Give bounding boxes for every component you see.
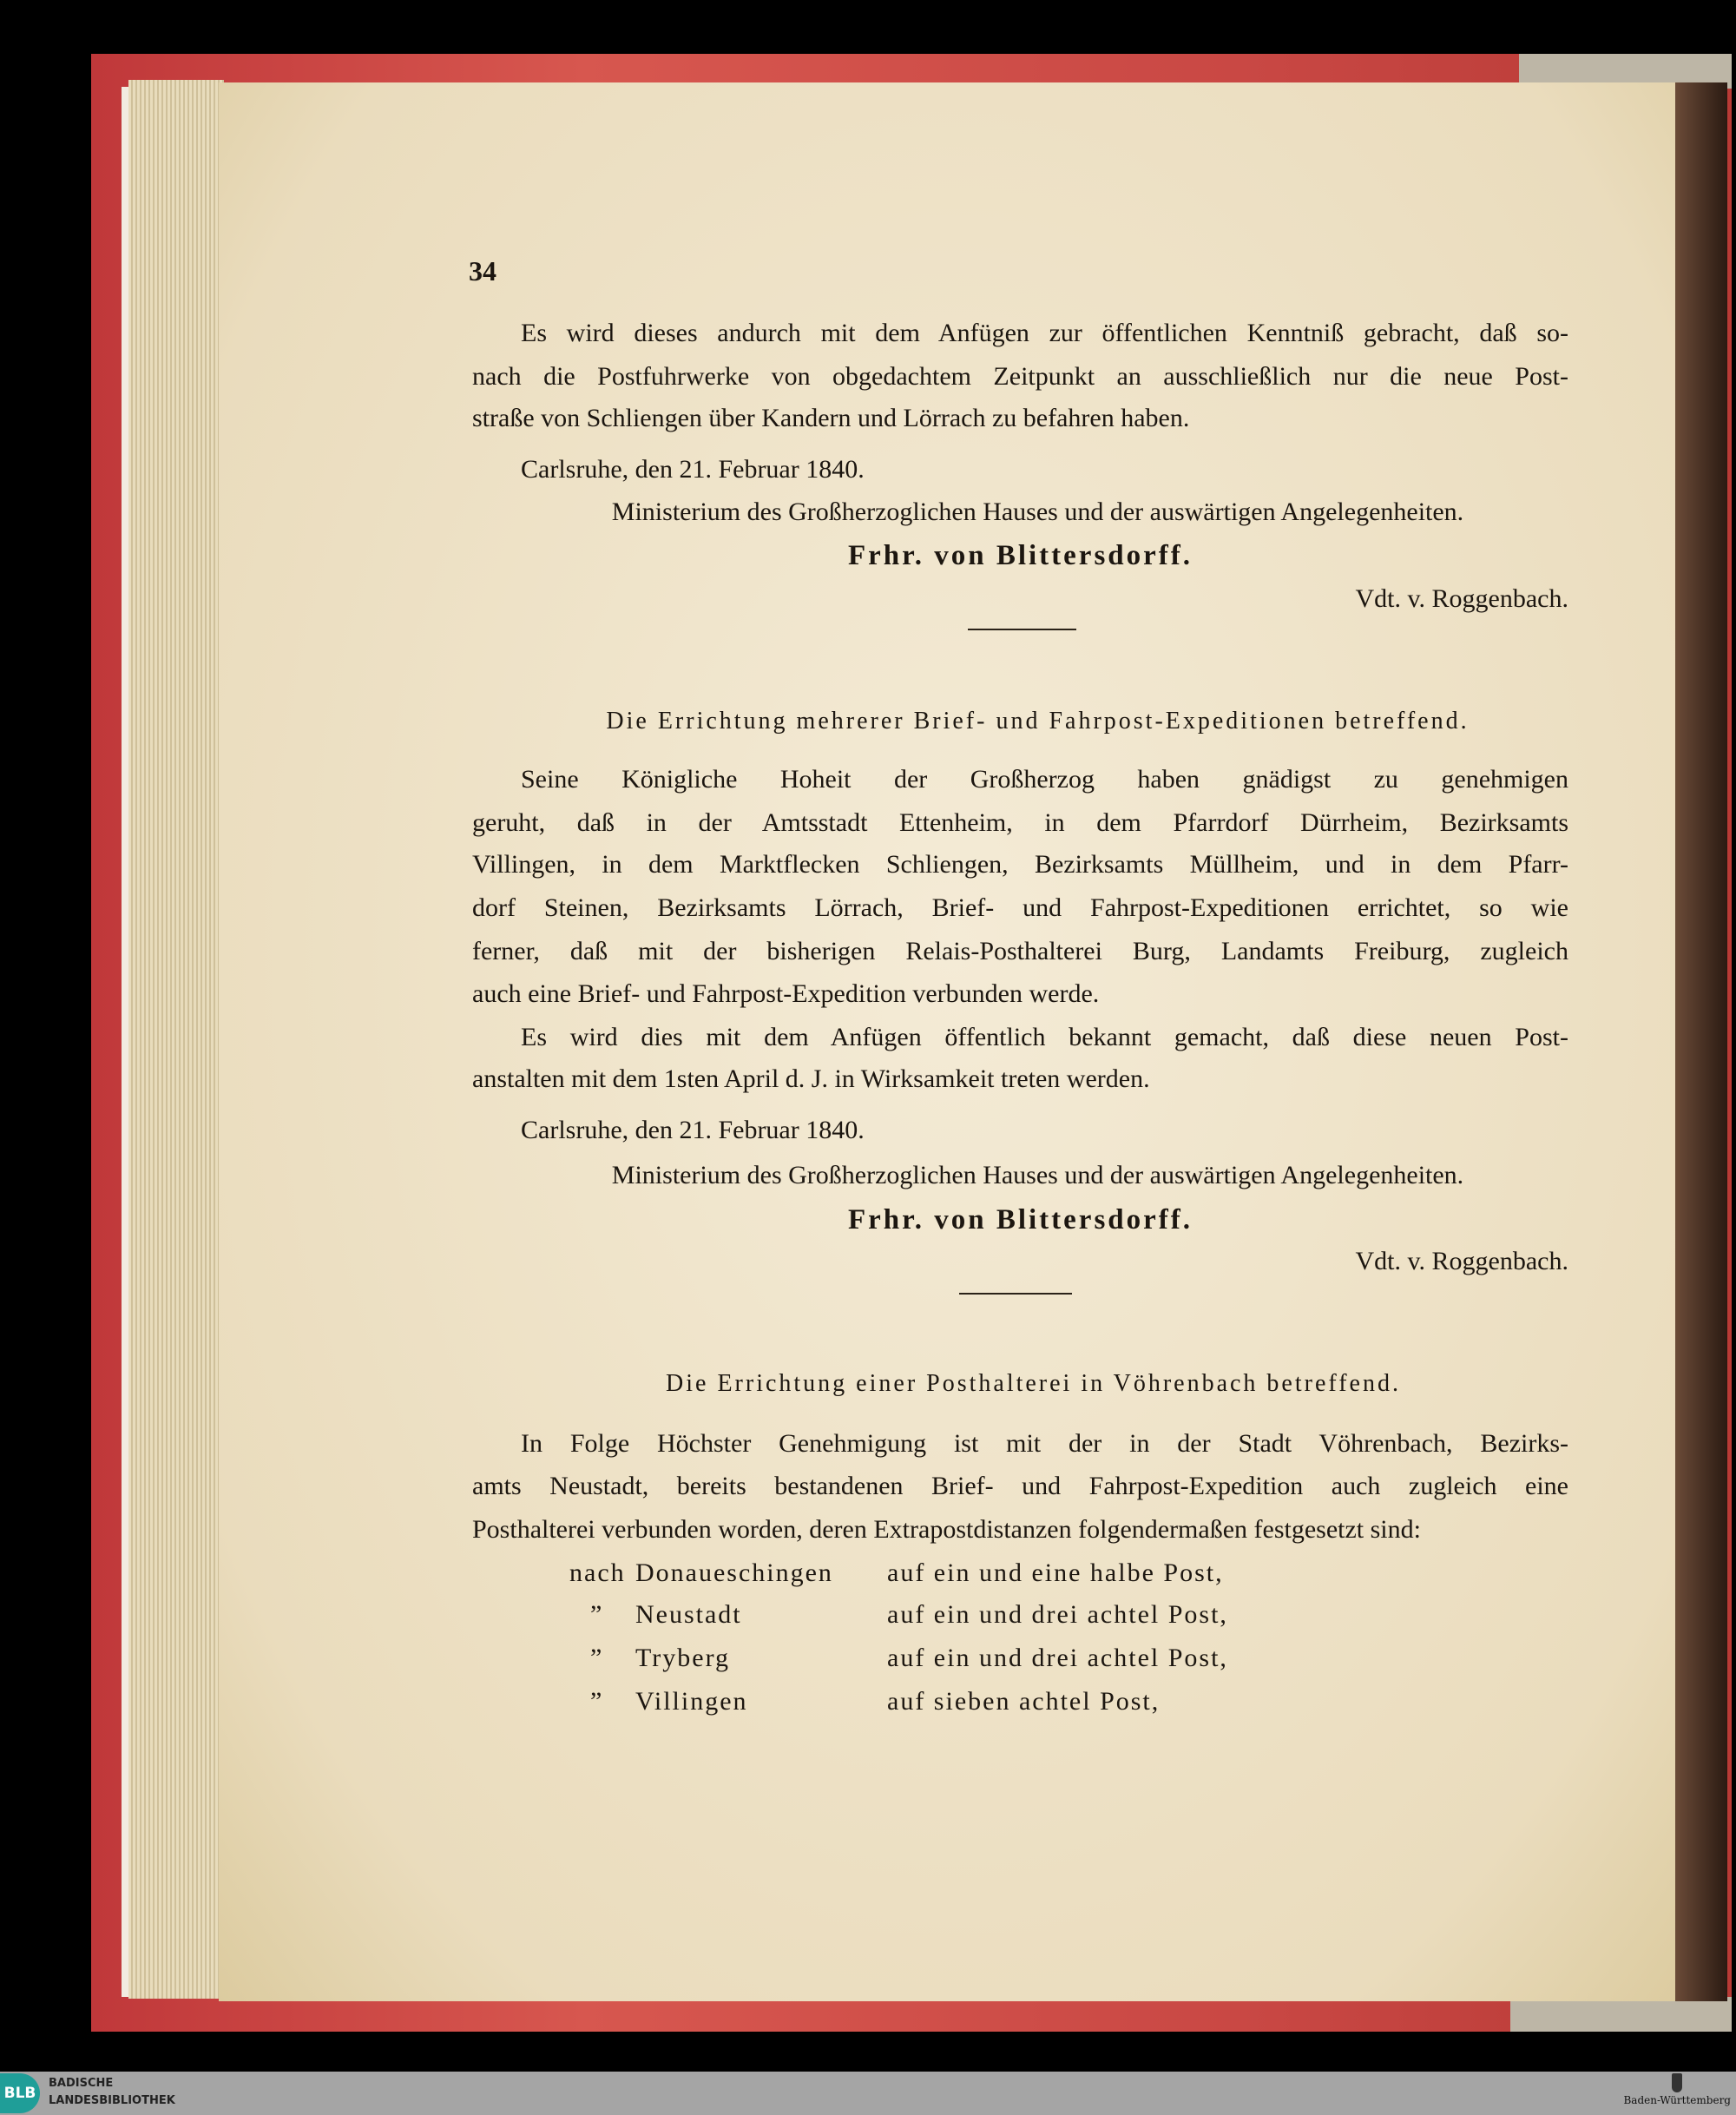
distance-prefix: nach	[569, 1558, 626, 1587]
distance-value: auf ein und drei achtel Post,	[887, 1600, 1228, 1629]
countersign: Vdt. v. Roggenbach.	[1355, 1247, 1568, 1275]
text-line: Posthalterei verbunden worden, deren Extrapostdistanzen folgendermaßen festgesetzt sind:	[472, 1515, 1421, 1544]
text-line: geruht, daß in der Amtsstadt Ettenheim, in dem Pfarrdorf Dürrheim, Bezirksamts	[472, 808, 1568, 837]
text-line: Es wird dies mit dem Anfügen öffentlich bekannt gemacht, daß diese neuen Post-	[521, 1023, 1568, 1051]
ministry-line: Ministerium des Großherzoglichen Hauses und der auswärtigen Angelegenheiten.	[611, 497, 1464, 526]
binding-cloth	[1510, 1997, 1732, 2032]
state-name: Baden-Württemberg	[1623, 2094, 1731, 2106]
page-number: 34	[469, 255, 496, 287]
coat-of-arms-icon	[1672, 2073, 1682, 2092]
distance-place: Tryberg	[635, 1644, 731, 1672]
divider	[959, 1293, 1072, 1295]
place-date: Carlsruhe, den 21. Februar 1840.	[521, 455, 865, 484]
library-name[interactable]	[49, 2075, 175, 2110]
text-line: anstalten mit dem 1sten April d. J. in Wirksamkeit treten werden.	[472, 1064, 1150, 1093]
divider	[968, 629, 1076, 630]
text-line: amts Neustadt, bereits bestandenen Brief- und Fahrpost-Expedition auch zugleich eine	[472, 1472, 1568, 1500]
section-heading: Die Errichtung einer Posthalterei in Vöhrenbach betreffend.	[666, 1370, 1401, 1397]
text-line: Seine Königliche Hoheit der Großherzog haben gnädigst zu genehmigen	[521, 765, 1568, 794]
distance-value: auf sieben achtel Post,	[887, 1687, 1161, 1716]
text-line: nach die Postfuhrwerke von obgedachtem Zeitpunkt an ausschließlich nur die neue Post-	[472, 362, 1568, 391]
text-line: dorf Steinen, Bezirksamts Lörrach, Brief- und Fahrpost-Expeditionen errichtet, so wie	[472, 893, 1568, 922]
text-line: auch eine Brief- und Fahrpost-Expedition verbunden werde.	[472, 979, 1100, 1008]
section-heading: Die Errichtung mehrerer Brief- und Fahrpost-Expeditionen betreffend.	[606, 708, 1470, 735]
ministry-line: Ministerium des Großherzoglichen Hauses und der auswärtigen Angelegenheiten.	[611, 1161, 1464, 1189]
text-line: ferner, daß mit der bisherigen Relais-Posthalterei Burg, Landamts Freiburg, zugleich	[472, 937, 1568, 965]
text-line: Es wird dieses andurch mit dem Anfügen zur öffentlichen Kenntniß gebracht, daß so-	[521, 319, 1568, 347]
distance-place: Villingen	[635, 1687, 748, 1716]
text-line: In Folge Höchster Genehmigung ist mit der in der Stadt Vöhrenbach, Bezirks-	[521, 1429, 1568, 1458]
viewer-footer	[0, 2072, 1736, 2115]
distance-place: Donaueschingen	[635, 1558, 833, 1587]
page-stack-edges	[128, 80, 224, 1999]
book-gutter	[1675, 82, 1727, 2001]
distance-prefix: ”	[590, 1644, 604, 1672]
distance-value: auf ein und drei achtel Post,	[887, 1644, 1228, 1672]
countersign: Vdt. v. Roggenbach.	[1355, 584, 1568, 613]
blb-logo[interactable]: BLB	[0, 2073, 40, 2113]
distance-prefix: ”	[590, 1687, 604, 1716]
signature: Frhr. von Blittersdorff.	[847, 1204, 1194, 1235]
text-line: straße von Schliengen über Kandern und Lörrach zu befahren haben.	[472, 404, 1190, 432]
text-line: Villingen, in dem Marktflecken Schliengen, Bezirksamts Müllheim, und in dem Pfarr-	[472, 850, 1568, 879]
distance-place: Neustadt	[635, 1600, 742, 1629]
library-name-line1: BADISCHE	[49, 2077, 114, 2090]
distance-value: auf ein und eine halbe Post,	[887, 1558, 1224, 1587]
place-date: Carlsruhe, den 21. Februar 1840.	[521, 1116, 865, 1144]
baden-wuerttemberg-logo[interactable]	[1623, 2073, 1731, 2106]
distance-prefix: ”	[590, 1600, 604, 1629]
library-name-line2: LANDESBIBLIOTHEK	[49, 2094, 175, 2107]
signature: Frhr. von Blittersdorff.	[847, 540, 1194, 571]
